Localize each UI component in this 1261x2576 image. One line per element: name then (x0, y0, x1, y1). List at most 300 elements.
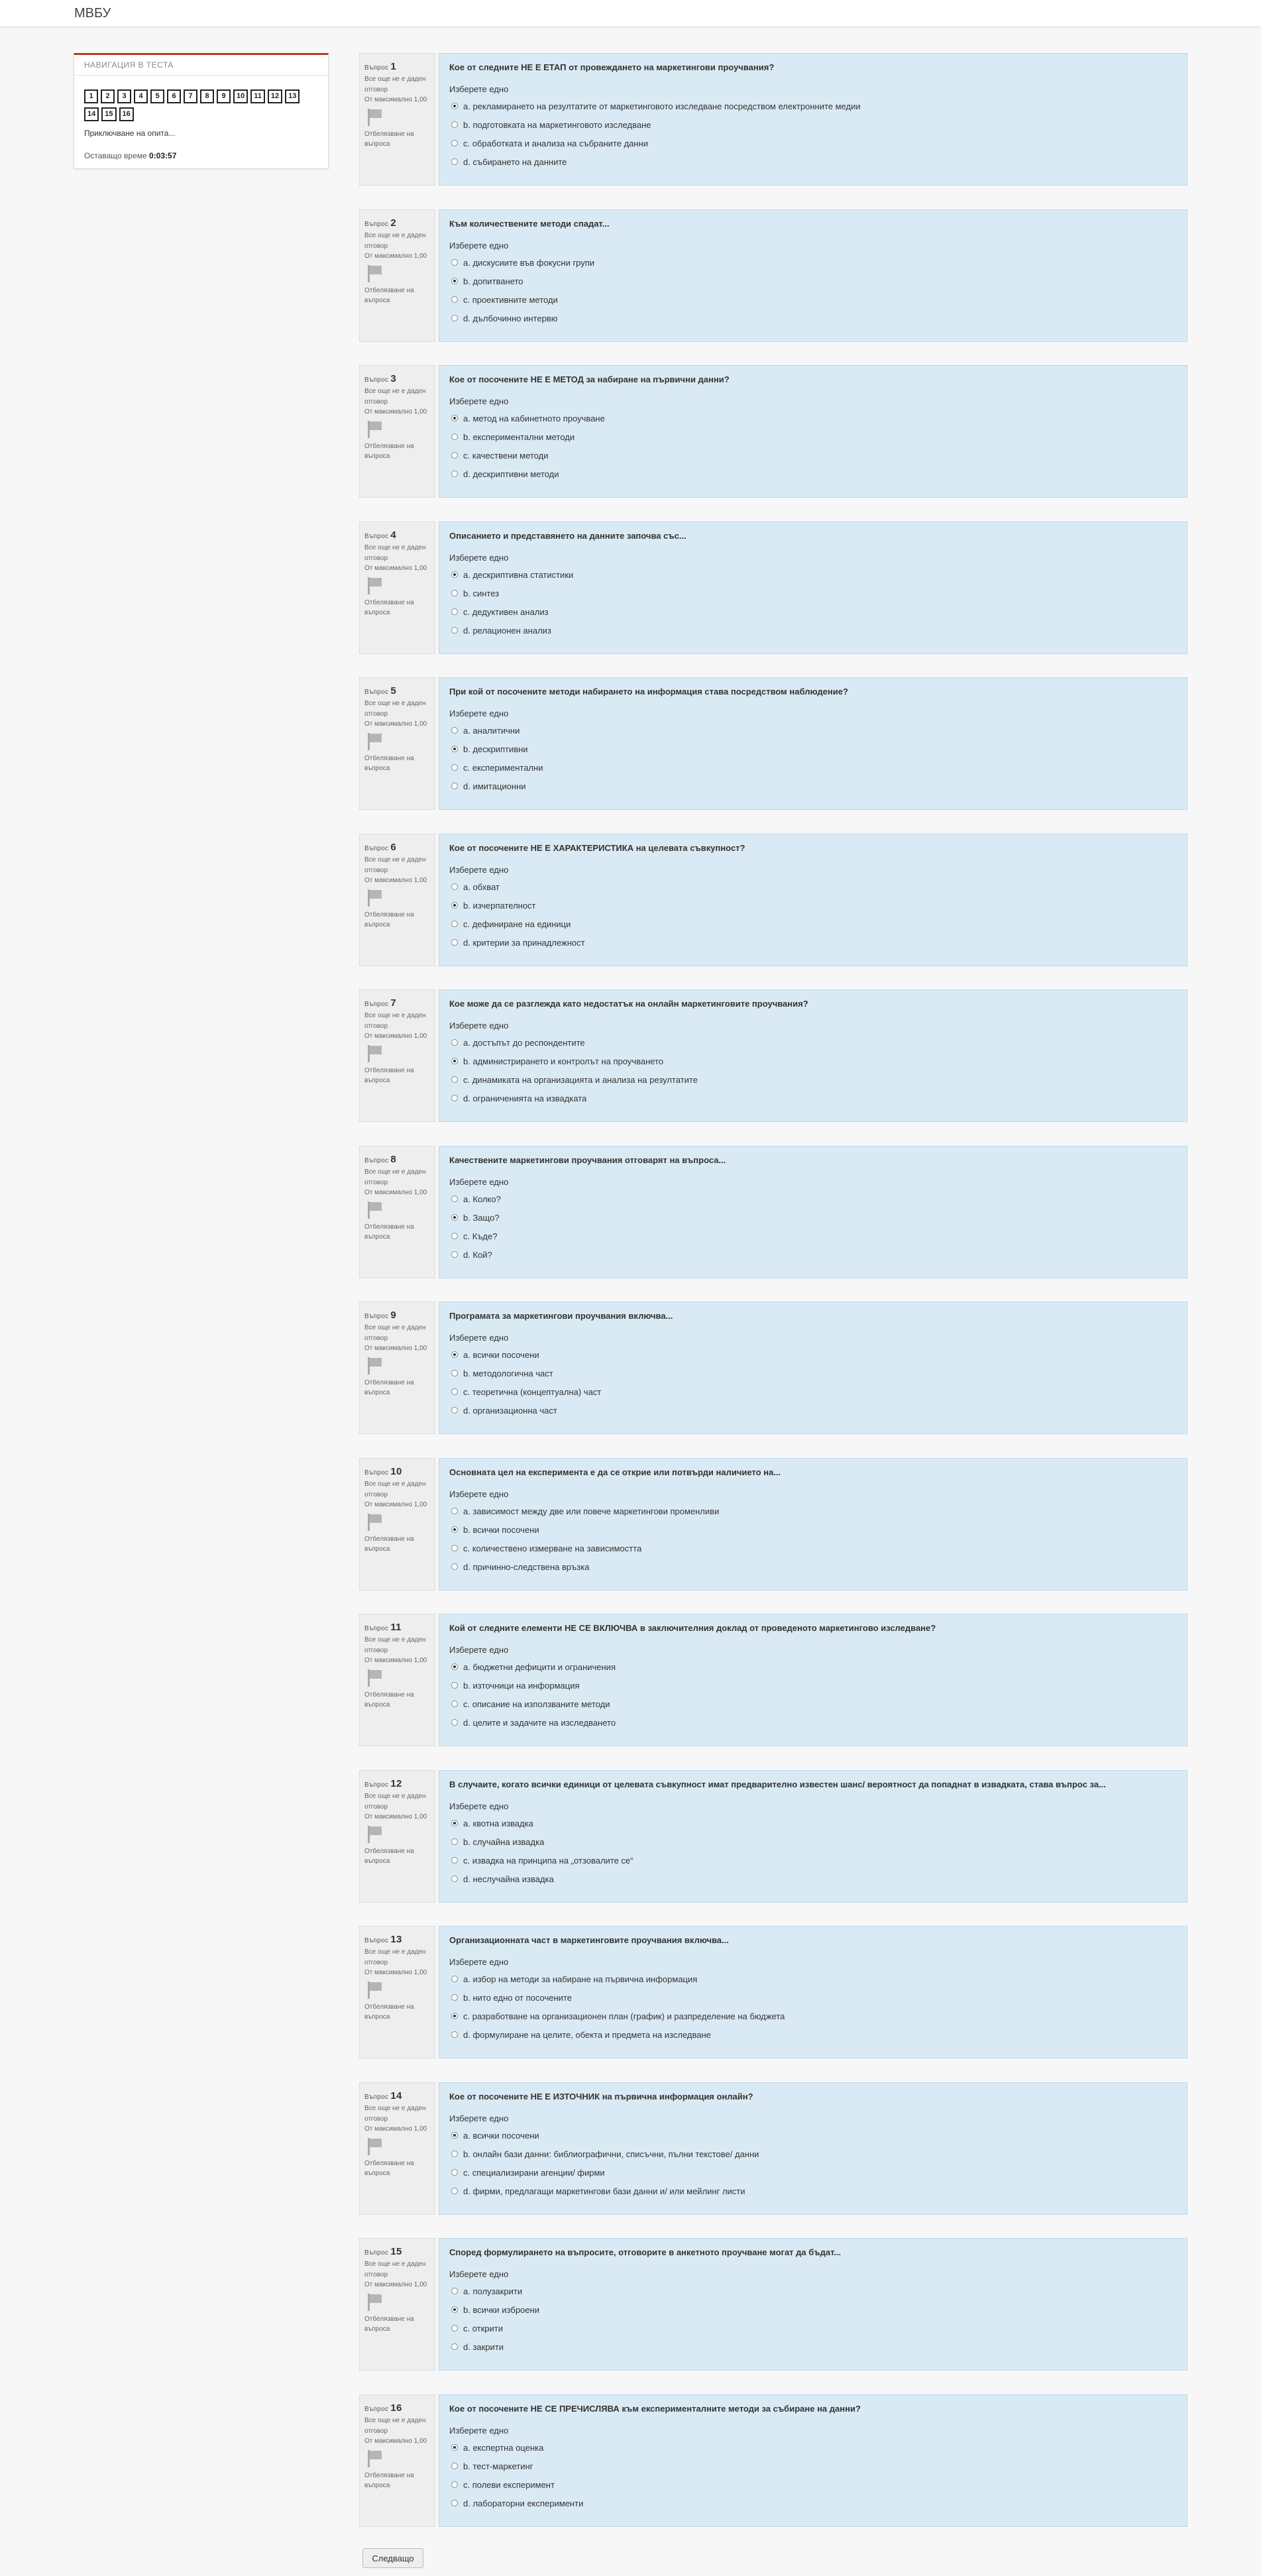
radio-button[interactable] (451, 1663, 458, 1670)
question-number-value: 3 (390, 373, 397, 384)
answer-label[interactable]: b. източници на информация (463, 1680, 580, 1691)
radio-button[interactable] (451, 140, 458, 146)
radio-button[interactable] (451, 746, 458, 752)
radio-button[interactable] (451, 1251, 458, 1258)
radio-button[interactable] (451, 1838, 458, 1845)
answer-option[interactable] (449, 896, 1177, 915)
radio-button[interactable] (451, 2188, 458, 2194)
quiz-nav-button-16[interactable]: 16 (119, 107, 134, 121)
answer-label[interactable]: d. целите и задачите на изследването (463, 1717, 616, 1728)
question-number-value: 12 (390, 1778, 402, 1789)
question-info (359, 677, 435, 810)
radio-button[interactable] (451, 608, 458, 615)
flag-icon[interactable] (366, 889, 383, 907)
question-number-label: Въпрос (364, 1937, 389, 1944)
answer-option[interactable] (449, 1832, 1177, 1851)
flag-question-label[interactable]: Отбелязване на въпроса (364, 754, 414, 773)
answer-label[interactable]: c. открити (463, 2323, 504, 2333)
flag-question-label[interactable]: Отбелязване на въпроса (364, 2315, 414, 2333)
radio-button[interactable] (451, 2288, 458, 2294)
next-page-button[interactable]: Следващо (362, 2548, 423, 2568)
flag-question-label[interactable]: Отбелязване на въпроса (364, 130, 414, 148)
question-number-value: 15 (390, 2246, 402, 2257)
answer-label[interactable]: a. квотна извадка (463, 1818, 533, 1828)
question-content (439, 989, 1187, 1122)
answer-label[interactable]: c. дедуктивен анализ (463, 606, 549, 617)
answer-option[interactable] (449, 2457, 1177, 2475)
answer-label[interactable]: b. администрирането и контролът на проучването (463, 1056, 664, 1066)
flag-icon[interactable] (366, 2137, 383, 2156)
radio-button[interactable] (451, 1682, 458, 1689)
flag-question-label[interactable]: Отбелязване на въпроса (364, 911, 414, 929)
radio-button[interactable] (451, 883, 458, 890)
answer-label[interactable]: b. тест-маркетинг (463, 2461, 533, 2471)
quiz-nav-button-3[interactable]: 3 (117, 89, 131, 103)
answer-option[interactable] (449, 1227, 1177, 1245)
radio-button[interactable] (451, 452, 458, 459)
answer-label[interactable]: c. теоретична (концептуална) част (463, 1386, 602, 1397)
radio-button[interactable] (451, 2444, 458, 2451)
answer-label[interactable]: d. ограниченията на извадката (463, 1093, 587, 1103)
answer-prompt: Изберете едно (449, 2426, 509, 2436)
quiz-nav-button-9[interactable]: 9 (217, 89, 231, 103)
answer-label[interactable]: b. всички посочени (463, 1524, 539, 1535)
answer-option[interactable] (449, 427, 1177, 446)
answer-label[interactable]: b. допитването (463, 276, 523, 286)
question-number-label: Въпрос (364, 689, 389, 696)
radio-button[interactable] (451, 1508, 458, 1514)
answer-option[interactable] (449, 777, 1177, 795)
answer-option[interactable] (449, 740, 1177, 758)
answer-option[interactable] (449, 1345, 1177, 1364)
quiz-nav-button-7[interactable]: 7 (184, 89, 197, 103)
answer-label[interactable]: a. дискусиите във фокусни групи (463, 257, 595, 268)
answer-option[interactable] (449, 1657, 1177, 1676)
answer-label[interactable]: d. Кой? (463, 1249, 492, 1260)
answer-option[interactable] (449, 565, 1177, 584)
question-state: Все още не е даден отговор (364, 1168, 426, 1186)
flag-icon[interactable] (366, 1825, 383, 1844)
answer-option[interactable] (449, 1070, 1177, 1089)
answer-label[interactable]: c. динамиката на организацията и анализа на резултатите (463, 1074, 698, 1085)
radio-button[interactable] (451, 1058, 458, 1064)
question-content (439, 2238, 1187, 2371)
answer-option[interactable] (449, 1245, 1177, 1264)
answer-label[interactable]: a. обхват (463, 881, 500, 892)
answer-prompt: Изберете едно (449, 1177, 509, 1187)
radio-button[interactable] (451, 2481, 458, 2488)
quiz-nav-button-12[interactable]: 12 (268, 89, 282, 103)
quiz-nav-button-6[interactable]: 6 (167, 89, 181, 103)
flag-question-label[interactable]: Отбелязване на въпроса (364, 2003, 414, 2021)
question-info (359, 522, 435, 654)
flag-question-label[interactable]: Отбелязване на въпроса (364, 598, 414, 617)
question-content (439, 1146, 1187, 1278)
radio-button[interactable] (451, 627, 458, 634)
radio-button[interactable] (451, 259, 458, 266)
question-11 (359, 1614, 1187, 1746)
question-number-label: Въпрос (364, 221, 389, 228)
radio-button[interactable] (451, 783, 458, 789)
radio-button[interactable] (451, 921, 458, 927)
quiz-nav-button-10[interactable]: 10 (233, 89, 248, 103)
answer-option[interactable] (449, 1382, 1177, 1401)
answer-option[interactable] (449, 1364, 1177, 1382)
radio-button[interactable] (451, 2013, 458, 2019)
question-state: Все още не е даден отговор (364, 2105, 426, 2123)
question-text: Качествените маркетингови проучвания отговарят на въпроса... (449, 1155, 726, 1165)
flag-icon[interactable] (366, 1044, 383, 1063)
flag-icon[interactable] (366, 2293, 383, 2312)
flag-question-label[interactable]: Отбелязване на въпроса (364, 1691, 414, 1709)
answer-label[interactable]: a. достъпът до респондентите (463, 1037, 585, 1048)
flag-icon[interactable] (366, 577, 383, 595)
answer-label[interactable]: a. експертна оценка (463, 2442, 544, 2453)
answer-label[interactable]: c. описание на използваните методи (463, 1699, 610, 1709)
answer-option[interactable] (449, 1033, 1177, 1052)
radio-button[interactable] (451, 433, 458, 440)
answer-option[interactable] (449, 1851, 1177, 1870)
answer-label[interactable]: d. причинно-следствена връзка (463, 1561, 590, 1572)
answer-label[interactable]: d. формулиране на целите, обекта и предмета на изследване (463, 2029, 711, 2040)
flag-question-label[interactable]: Отбелязване на въпроса (364, 2159, 414, 2178)
question-text: Кое от посочените НЕ Е ХАРАКТЕРИСТИКА на целевата съвкупност? (449, 843, 745, 853)
radio-button[interactable] (451, 1701, 458, 1707)
question-number (364, 528, 430, 543)
finish-attempt-link[interactable]: Приключване на опита... (84, 129, 176, 138)
question-text: Кое от посочените НЕ СЕ ПРЕЧИСЛЯВА към експерименталните методи за събиране на данни? (449, 2404, 861, 2414)
flag-question-label[interactable]: Отбелязване на въпроса (364, 1066, 414, 1085)
question-number (364, 1932, 430, 1947)
answer-option[interactable] (449, 115, 1177, 134)
radio-button[interactable] (451, 315, 458, 321)
flag-icon[interactable] (366, 1981, 383, 1999)
flag-question-label[interactable]: Отбелязване на въпроса (364, 1847, 414, 1866)
answer-option[interactable] (449, 446, 1177, 465)
answer-label[interactable]: b. онлайн бази данни: библиографични, списъчни, пълни текстове/ данни (463, 2149, 759, 2159)
quiz-nav-button-2[interactable]: 2 (101, 89, 115, 103)
answer-option[interactable] (449, 253, 1177, 272)
answer-option[interactable] (449, 1713, 1177, 1732)
radio-button[interactable] (451, 1407, 458, 1414)
answer-option[interactable] (449, 2282, 1177, 2300)
question-marks: От максимално 1,00 (364, 1501, 427, 1509)
quiz-nav-button-8[interactable]: 8 (200, 89, 214, 103)
radio-button[interactable] (451, 1526, 458, 1533)
radio-button[interactable] (451, 1857, 458, 1864)
question-number-value: 6 (390, 842, 397, 853)
answer-option[interactable] (449, 1557, 1177, 1576)
answer-label[interactable]: a. избор на методи за набиране на първична информация (463, 1974, 698, 1984)
answer-option[interactable] (449, 1401, 1177, 1420)
answer-option[interactable] (449, 309, 1177, 327)
answer-label[interactable]: a. полузакрити (463, 2286, 523, 2296)
answer-option[interactable] (449, 1970, 1177, 1988)
flag-icon[interactable] (366, 1669, 383, 1687)
question-number-value: 7 (390, 997, 397, 1009)
answer-option[interactable] (449, 1676, 1177, 1695)
answer-label[interactable]: b. подготовката на маркетинговото изследване (463, 119, 651, 130)
radio-button[interactable] (451, 2343, 458, 2350)
question-info (359, 1458, 435, 1591)
question-8 (359, 1146, 1187, 1278)
answer-option[interactable] (449, 2145, 1177, 2163)
answer-option[interactable] (449, 409, 1177, 427)
answer-label[interactable]: a. аналитични (463, 725, 520, 736)
answer-option[interactable] (449, 2475, 1177, 2494)
answer-label[interactable]: d. закрити (463, 2341, 504, 2352)
radio-button[interactable] (451, 939, 458, 946)
radio-button[interactable] (451, 471, 458, 477)
answer-label[interactable]: a. всички посочени (463, 1349, 539, 1360)
answer-prompt: Изберете едно (449, 241, 509, 251)
answer-label[interactable]: c. специализирани агенции/ фирми (463, 2167, 605, 2178)
radio-button[interactable] (451, 2306, 458, 2313)
answer-option[interactable] (449, 1539, 1177, 1557)
answer-option[interactable] (449, 152, 1177, 171)
answer-label[interactable]: a. рекламирането на резултатите от маркетинговото изследване посредством електронните медии (463, 101, 861, 111)
answer-label[interactable]: c. полеви експеримент (463, 2479, 555, 2490)
answer-prompt: Изберете едно (449, 708, 509, 718)
answer-option[interactable] (449, 915, 1177, 933)
answer-option[interactable] (449, 758, 1177, 777)
radio-button[interactable] (451, 1545, 458, 1551)
answer-label[interactable]: d. релационен анализ (463, 625, 551, 636)
radio-button[interactable] (451, 1876, 458, 1882)
answer-option[interactable] (449, 1814, 1177, 1832)
answer-label[interactable]: d. дълбочинно интервю (463, 313, 558, 323)
radio-button[interactable] (451, 902, 458, 909)
quiz-nav-button-11[interactable]: 11 (250, 89, 265, 103)
answer-label[interactable]: b. случайна извадка (463, 1836, 545, 1847)
question-marks: От максимално 1,00 (364, 1657, 427, 1665)
answer-option[interactable] (449, 1089, 1177, 1107)
radio-button[interactable] (451, 2325, 458, 2331)
radio-button[interactable] (451, 1994, 458, 2001)
answer-option[interactable] (449, 2163, 1177, 2182)
radio-button[interactable] (451, 1719, 458, 1726)
question-text: При кой от посочените методи набирането на информация става посредством наблюдение? (449, 687, 848, 697)
answer-label[interactable]: d. имитационни (463, 781, 526, 791)
question-number-label: Въпрос (364, 1001, 389, 1008)
answer-label[interactable]: b. дескриптивни (463, 744, 528, 754)
answer-option[interactable] (449, 1520, 1177, 1539)
answer-label[interactable]: d. събирането на данните (463, 156, 567, 167)
answer-option[interactable] (449, 2494, 1177, 2512)
question-number-value: 16 (390, 2402, 402, 2414)
answer-label[interactable]: c. обработката и анализа на събраните данни (463, 138, 649, 148)
answer-label[interactable]: a. бюджетни дефицити и ограничения (463, 1661, 616, 1672)
answer-option[interactable] (449, 621, 1177, 640)
flag-question-label[interactable]: Отбелязване на въпроса (364, 1535, 414, 1553)
answer-label[interactable]: c. проективните методи (463, 294, 558, 305)
radio-button[interactable] (451, 415, 458, 421)
answer-option[interactable] (449, 2126, 1177, 2145)
answer-label[interactable]: a. дескриптивна статистики (463, 569, 574, 580)
radio-button[interactable] (451, 2132, 458, 2139)
question-content (439, 1614, 1187, 1746)
quiz-nav-button-13[interactable]: 13 (285, 89, 300, 103)
answer-option[interactable] (449, 721, 1177, 740)
radio-button[interactable] (451, 1563, 458, 1570)
answer-option[interactable] (449, 2025, 1177, 2044)
answer-label[interactable]: b. Защо? (463, 1212, 500, 1223)
radio-button[interactable] (451, 158, 458, 165)
flag-icon[interactable] (366, 420, 383, 439)
question-number (364, 1464, 430, 1479)
radio-button[interactable] (451, 1214, 458, 1221)
answer-label[interactable]: c. дефиниране на единици (463, 919, 571, 929)
answer-option[interactable] (449, 1988, 1177, 2007)
answer-option[interactable] (449, 877, 1177, 896)
answer-label[interactable]: d. критерии за принадлежност (463, 937, 585, 948)
radio-button[interactable] (451, 727, 458, 734)
answer-option[interactable] (449, 2438, 1177, 2457)
answer-option[interactable] (449, 1502, 1177, 1520)
question-number (364, 2088, 430, 2103)
question-number-label: Въпрос (364, 376, 389, 384)
question-number-label: Въпрос (364, 533, 389, 540)
flag-icon[interactable] (366, 1357, 383, 1375)
question-number (364, 995, 430, 1011)
answer-label[interactable]: c. Къде? (463, 1231, 498, 1241)
answer-option[interactable] (449, 602, 1177, 621)
flag-icon[interactable] (366, 108, 383, 127)
question-content (439, 1770, 1187, 1903)
answer-option[interactable] (449, 2007, 1177, 2025)
question-16 (359, 2394, 1187, 2527)
answer-label[interactable]: c. количествено измерване на зависимостта (463, 1543, 642, 1553)
question-info (359, 2394, 435, 2527)
answer-option[interactable] (449, 2319, 1177, 2337)
answer-prompt: Изберете едно (449, 553, 509, 563)
radio-button[interactable] (451, 1820, 458, 1826)
answer-option[interactable] (449, 1052, 1177, 1070)
answer-label[interactable]: d. дескриптивни методи (463, 469, 559, 479)
quiz-nav-button-14[interactable]: 14 (84, 107, 99, 121)
flag-question-label[interactable]: Отбелязване на въпроса (364, 1223, 414, 1241)
answer-label[interactable]: a. метод на кабинетното проучване (463, 413, 605, 423)
radio-button[interactable] (451, 278, 458, 284)
flag-question-label[interactable]: Отбелязване на въпроса (364, 442, 414, 461)
question-state: Все още не е даден отговор (364, 700, 426, 718)
answer-label[interactable]: d. неслучайна извадка (463, 1874, 554, 1884)
answer-option[interactable] (449, 1695, 1177, 1713)
answer-label[interactable]: c. извадка на принципа на „отзовалите се“ (463, 1855, 633, 1866)
answer-label[interactable]: b. изчерпателност (463, 900, 536, 911)
radio-button[interactable] (451, 1076, 458, 1083)
radio-button[interactable] (451, 1095, 458, 1101)
answer-label[interactable]: b. нито едно от посочените (463, 1992, 572, 2003)
answer-label[interactable]: a. Колко? (463, 1194, 501, 1204)
answer-label[interactable]: c. качествени методи (463, 450, 549, 461)
answer-option[interactable] (449, 134, 1177, 152)
radio-button[interactable] (451, 2463, 458, 2469)
answer-option[interactable] (449, 584, 1177, 602)
answer-option[interactable] (449, 290, 1177, 309)
radio-button[interactable] (451, 590, 458, 596)
question-text: Кое от посочените НЕ Е МЕТОД за набиране на първични данни? (449, 374, 730, 384)
answer-label[interactable]: d. лабораторни експерименти (463, 2498, 584, 2508)
question-13 (359, 1926, 1187, 2058)
answer-label[interactable]: c. експериментални (463, 762, 543, 773)
radio-button[interactable] (451, 2151, 458, 2157)
radio-button[interactable] (451, 2031, 458, 2038)
answer-label[interactable]: d. организационна част (463, 1405, 557, 1416)
flag-icon[interactable] (366, 1513, 383, 1532)
radio-button[interactable] (451, 103, 458, 109)
answer-option[interactable] (449, 465, 1177, 483)
quiz-nav-button-4[interactable]: 4 (134, 89, 148, 103)
answer-label[interactable]: b. всички изброени (463, 2304, 539, 2315)
radio-button[interactable] (451, 1039, 458, 1046)
flag-icon[interactable] (366, 264, 383, 283)
radio-button[interactable] (451, 2169, 458, 2176)
radio-button[interactable] (451, 1976, 458, 1982)
quiz-nav-button-5[interactable]: 5 (150, 89, 164, 103)
question-number-value: 14 (390, 2090, 402, 2101)
timer-label: Оставащо време (84, 151, 147, 160)
flag-icon[interactable] (366, 2449, 383, 2468)
answer-label[interactable]: b. експериментални методи (463, 431, 575, 442)
question-14 (359, 2082, 1187, 2215)
answer-option[interactable] (449, 97, 1177, 115)
radio-button[interactable] (451, 121, 458, 128)
site-title[interactable]: МВБУ (74, 6, 111, 21)
answer-label[interactable]: a. всички посочени (463, 2130, 539, 2141)
answer-option[interactable] (449, 272, 1177, 290)
radio-button[interactable] (451, 571, 458, 578)
answer-label[interactable]: c. разработване на организационен план (график) и разпределение на бюджета (463, 2011, 785, 2021)
question-info (359, 989, 435, 1122)
answer-prompt: Изберете едно (449, 2113, 509, 2123)
flag-icon[interactable] (366, 1201, 383, 1219)
answer-prompt: Изберете едно (449, 1333, 509, 1343)
flag-question-label[interactable]: Отбелязване на въпроса (364, 1378, 414, 1397)
quiz-nav-button-1[interactable]: 1 (84, 89, 98, 103)
timer-value: 0:03:57 (149, 151, 177, 160)
radio-button[interactable] (451, 764, 458, 771)
answer-option[interactable] (449, 2182, 1177, 2200)
answer-option[interactable] (449, 2300, 1177, 2319)
question-marks: От максимално 1,00 (364, 565, 427, 573)
radio-button[interactable] (451, 1388, 458, 1395)
radio-button[interactable] (451, 1233, 458, 1239)
radio-button[interactable] (451, 1370, 458, 1376)
quiz-nav-button-15[interactable]: 15 (101, 107, 116, 121)
answer-label[interactable]: d. фирми, предлагащи маркетингови бази данни и/ или мейлинг листи (463, 2186, 745, 2196)
radio-button[interactable] (451, 1351, 458, 1358)
question-info (359, 1770, 435, 1903)
answer-label[interactable]: a. зависимост между две или повече маркетингови променливи (463, 1506, 720, 1516)
answer-prompt: Изберете едно (449, 84, 509, 94)
answer-option[interactable] (449, 2337, 1177, 2356)
answer-prompt: Изберете едно (449, 1489, 509, 1499)
flag-icon[interactable] (366, 732, 383, 751)
answer-option[interactable] (449, 1208, 1177, 1227)
answer-label[interactable]: b. синтез (463, 588, 500, 598)
answer-option[interactable] (449, 1190, 1177, 1208)
answer-option[interactable] (449, 933, 1177, 952)
radio-button[interactable] (451, 1196, 458, 1202)
answer-label[interactable]: b. методологична част (463, 1368, 553, 1378)
flag-question-label[interactable]: Отбелязване на въпроса (364, 2471, 414, 2490)
question-4 (359, 522, 1187, 654)
answer-option[interactable] (449, 1870, 1177, 1888)
radio-button[interactable] (451, 2500, 458, 2506)
radio-button[interactable] (451, 296, 458, 303)
flag-question-label[interactable]: Отбелязване на въпроса (364, 286, 414, 305)
